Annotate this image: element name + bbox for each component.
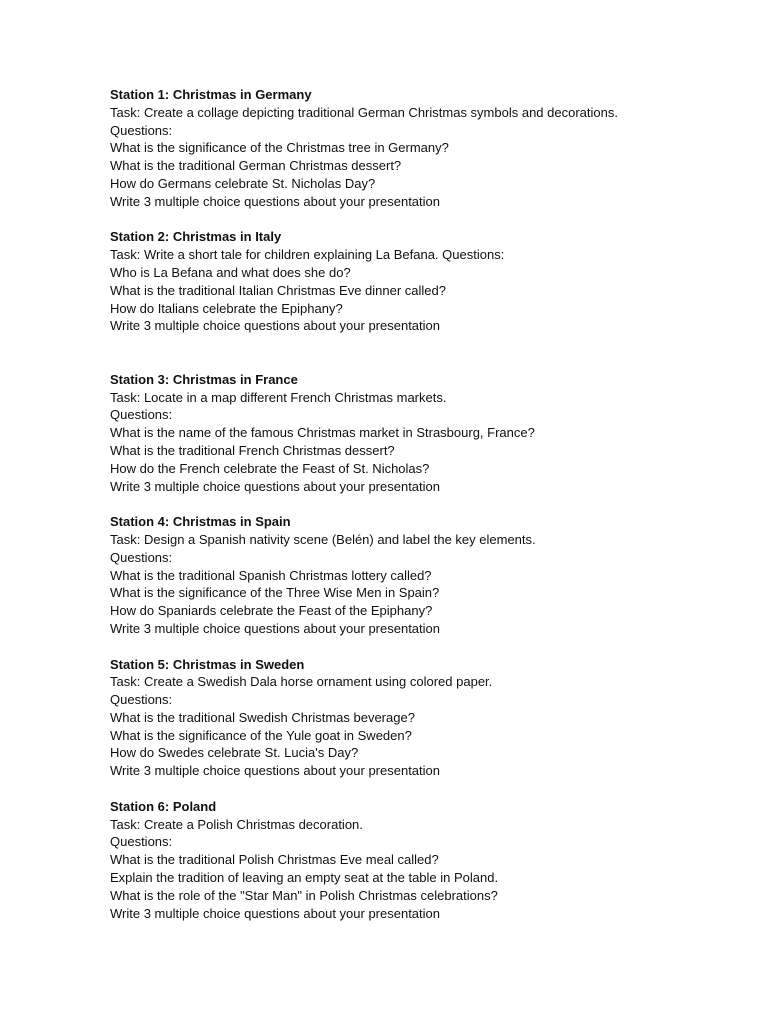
spacer bbox=[110, 335, 730, 371]
spacer bbox=[110, 211, 730, 229]
station-title: Station 6: Poland bbox=[110, 798, 217, 814]
questions-label: Questions: bbox=[110, 549, 173, 565]
station-title: Station 5: Christmas in Sweden bbox=[110, 656, 305, 672]
station-5 bbox=[110, 656, 730, 781]
question-line: Explain the tradition of leaving an empty seat at the table in Poland. bbox=[110, 870, 499, 886]
station-title: Station 1: Christmas in Germany bbox=[110, 87, 312, 102]
questions-label: Questions: bbox=[110, 122, 173, 138]
instruction-line: Write 3 multiple choice questions about your presentation bbox=[110, 763, 441, 779]
task-line: Task: Design a Spanish nativity scene (Belén) and label the key elements. bbox=[110, 531, 536, 547]
questions-label: Questions: bbox=[110, 407, 173, 423]
station-4 bbox=[110, 513, 730, 638]
question-line: What is the significance of the Yule goat in Sweden? bbox=[110, 727, 412, 743]
instruction-line: Write 3 multiple choice questions about your presentation bbox=[110, 193, 441, 209]
question-line: Who is La Befana and what does she do? bbox=[110, 264, 351, 280]
question-line: How do Swedes celebrate St. Lucia's Day? bbox=[110, 745, 359, 761]
instruction-line: Write 3 multiple choice questions about your presentation bbox=[110, 620, 441, 636]
question-line: What is the significance of the Three Wise Men in Spain? bbox=[110, 585, 440, 601]
instruction-line: Write 3 multiple choice questions about your presentation bbox=[110, 318, 441, 334]
task-line: Task: Create a collage depicting traditional German Christmas symbols and decorations. bbox=[110, 104, 618, 120]
spacer bbox=[110, 780, 730, 798]
station-1 bbox=[110, 86, 730, 211]
question-line: What is the traditional Spanish Christmas lottery called? bbox=[110, 567, 432, 583]
station-6 bbox=[110, 798, 730, 923]
spacer bbox=[110, 495, 730, 513]
instruction-line: Write 3 multiple choice questions about your presentation bbox=[110, 905, 441, 921]
question-line: How do Italians celebrate the Epiphany? bbox=[110, 300, 343, 316]
question-line: What is the role of the "Star Man" in Polish Christmas celebrations? bbox=[110, 887, 498, 903]
question-line: What is the significance of the Christmas tree in Germany? bbox=[110, 140, 449, 156]
question-line: How do Spaniards celebrate the Feast of the Epiphany? bbox=[110, 603, 433, 619]
task-line: Task: Write a short tale for children explaining La Befana. Questions: bbox=[110, 247, 505, 263]
station-title: Station 3: Christmas in France bbox=[110, 371, 298, 387]
task-line: Task: Locate in a map different French Christmas markets. bbox=[110, 389, 447, 405]
spacer bbox=[110, 638, 730, 656]
question-line: What is the traditional Swedish Christmas beverage? bbox=[110, 709, 415, 725]
station-2 bbox=[110, 228, 730, 335]
document-page bbox=[110, 86, 730, 922]
question-line: What is the traditional French Christmas dessert? bbox=[110, 442, 395, 458]
question-line: What is the traditional Polish Christmas Eve meal called? bbox=[110, 852, 439, 868]
questions-label: Questions: bbox=[110, 834, 173, 850]
station-title: Station 4: Christmas in Spain bbox=[110, 514, 291, 530]
question-line: How do Germans celebrate St. Nicholas Day? bbox=[110, 175, 376, 191]
question-line: What is the traditional German Christmas dessert? bbox=[110, 158, 402, 174]
instruction-line: Write 3 multiple choice questions about your presentation bbox=[110, 478, 441, 494]
station-title: Station 2: Christmas in Italy bbox=[110, 229, 282, 245]
question-line: What is the traditional Italian Christmas Eve dinner called? bbox=[110, 282, 446, 298]
questions-label: Questions: bbox=[110, 692, 173, 708]
question-line: How do the French celebrate the Feast of St. Nicholas? bbox=[110, 460, 430, 476]
task-line: Task: Create a Swedish Dala horse ornament using colored paper. bbox=[110, 674, 493, 690]
question-line: What is the name of the famous Christmas market in Strasbourg, France? bbox=[110, 425, 535, 441]
station-3 bbox=[110, 371, 730, 496]
task-line: Task: Create a Polish Christmas decoration. bbox=[110, 816, 363, 832]
